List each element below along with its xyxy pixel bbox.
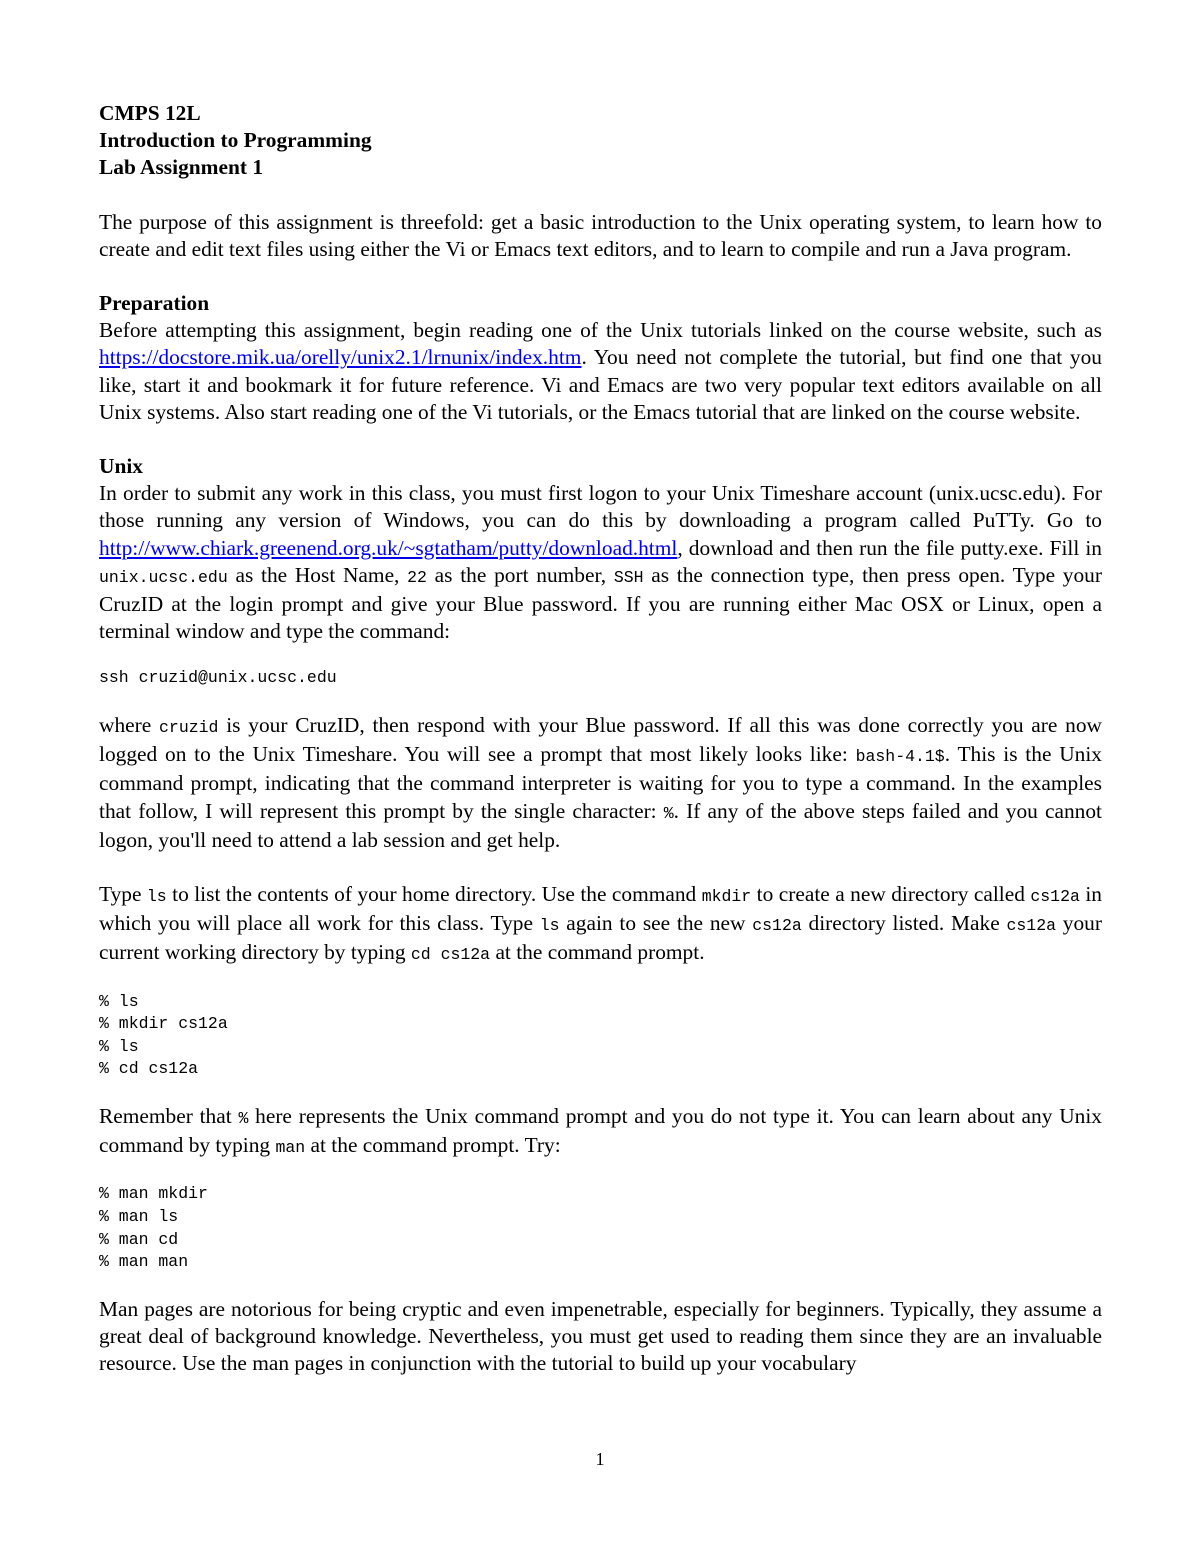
- unix-heading: Unix: [99, 454, 143, 479]
- putty-download-link[interactable]: http://www.chiark.greenend.org.uk/~sgtatham/putty/download.html: [99, 535, 678, 560]
- page-content: [99, 100, 1102, 1377]
- course-title: Introduction to Programming: [99, 128, 372, 153]
- preparation-heading: Preparation: [99, 291, 210, 316]
- man-pages-paragraph: Man pages are notorious for being cryptic and even impenetrable, especially for beginners. Typically, they assume a great deal of background knowledge. Nevertheless, you must get used to reading them since they are an invaluable resource. Use the man pages in conjunction with the tutorial to build up your vocabulary: [99, 1296, 1102, 1376]
- intro-paragraph: The purpose of this assignment is threefold: get a basic introduction to the Unix operating system, to learn how to create and edit text files using either the Vi or Emacs text editors, and to learn to compile and run a Java program.: [99, 209, 1102, 261]
- unix-man-paragraph: Remember that % here represents the Unix command prompt and you do not type it. You can learn about any Unix command by typing man at the command prompt. Try:: [99, 1104, 1102, 1158]
- course-code: CMPS 12L: [99, 101, 201, 125]
- directory-commands-code: % ls % mkdir cs12a % ls % cd cs12a: [99, 991, 228, 1079]
- unix-logon-paragraph: In order to submit any work in this class, you must first logon to your Unix Timeshare account (unix.ucsc.edu). For those running any version of Windows, you can do this by downloading a program called PuTTy. Go to http://www.chiark.greenend.org.uk/~sgtatham/putty/download.html, download and then run the file putty.exe. Fill in unix.ucsc.edu as the Host Name, 22 as the port number, SSH as the connection type, then press open. Type your CruzID at the login prompt and give your Blue password. If you are running either Mac OSX or Linux, open a terminal window and type the command:: [99, 481, 1102, 644]
- page-number: 1: [595, 1449, 605, 1469]
- man-commands-code: % man mkdir % man ls % man cd % man man: [99, 1184, 208, 1272]
- unix-directory-paragraph: Type ls to list the contents of your home directory. Use the command mkdir to create a new directory called cs12a in which you will place all work for this class. Type ls again to see the new cs12a directory listed. Make cs12a your current working directory by typing cd cs12a at the command prompt.: [99, 882, 1102, 965]
- ssh-command-code: ssh cruzid@unix.ucsc.edu: [99, 668, 337, 688]
- assignment-title: Lab Assignment 1: [99, 155, 264, 180]
- unix-tutorial-link[interactable]: https://docstore.mik.ua/orelly/unix2.1/lrnunix/index.htm: [99, 345, 582, 370]
- unix-prompt-paragraph: where cruzid is your CruzID, then respond with your Blue password. If all this was done correctly you are now logged on to the Unix Timeshare. You will see a prompt that most likely looks like: bash-4.1$. This is the Unix command prompt, indicating that the command interpreter is waiting for you to type a command. In the examples that follow, I will represent this prompt by the single character: %. If any of the above steps failed and you cannot logon, you'll need to attend a lab session and get help.: [99, 713, 1102, 852]
- preparation-paragraph: Before attempting this assignment, begin reading one of the Unix tutorials linked on the course website, such as https://docstore.mik.ua/orelly/unix2.1/lrnunix/index.htm. You need not complete the tutorial, but find one that you like, start it and bookmark it for future reference. Vi and Emacs are two very popular text editors available on all Unix systems. Also start reading one of the Vi tutorials, or the Emacs tutorial that are linked on the course website.: [99, 318, 1102, 424]
